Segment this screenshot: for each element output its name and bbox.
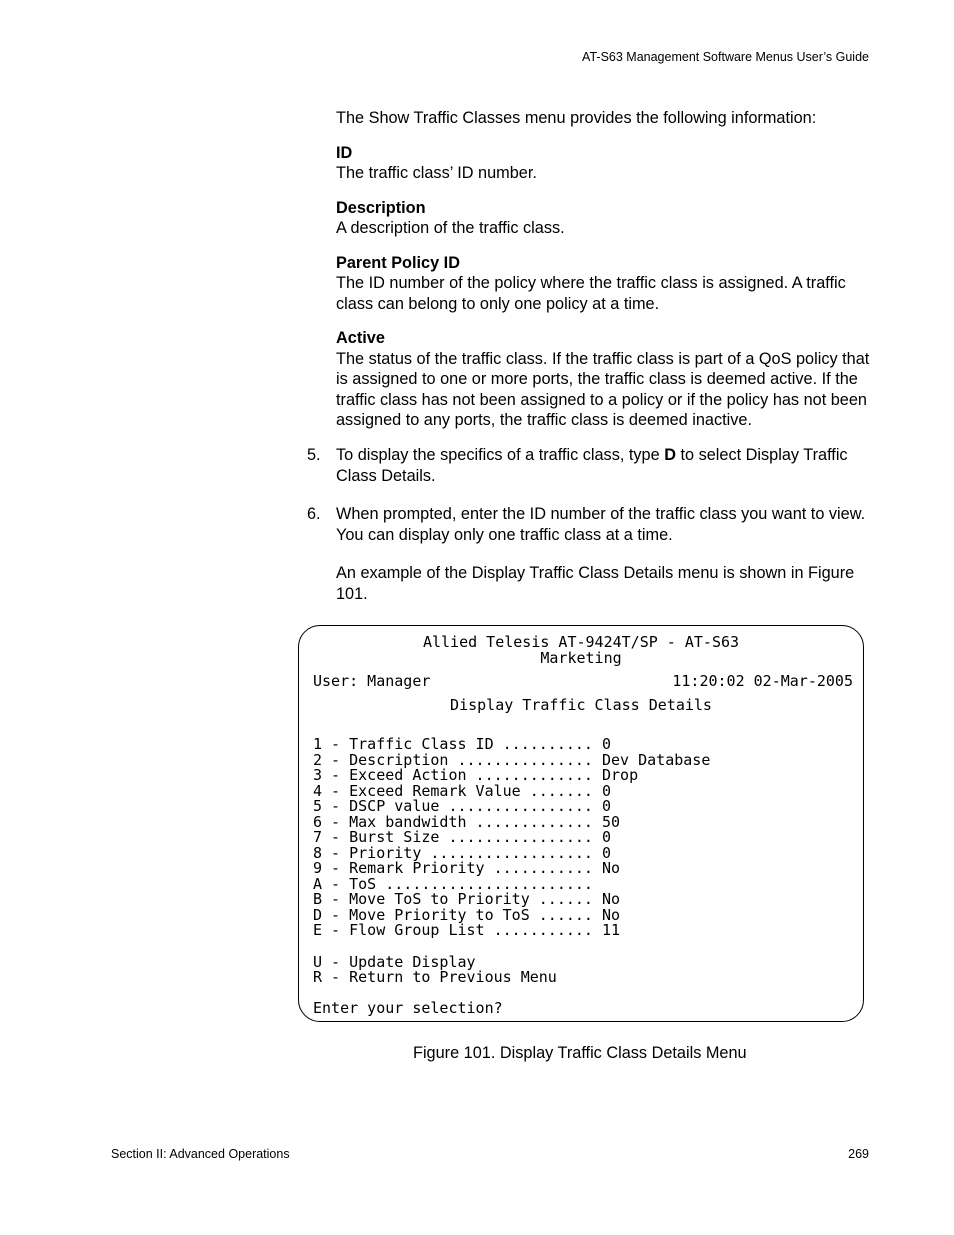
menu-item[interactable]: 5 - DSCP value ................ 0	[313, 797, 612, 815]
term-description	[336, 198, 871, 239]
step-number: 5.	[307, 446, 321, 464]
term-active	[336, 328, 871, 431]
menu-item[interactable]: 3 - Exceed Action ............. Drop	[313, 766, 639, 784]
figure-caption: Figure 101. Display Traffic Class Details Menu	[413, 1044, 747, 1062]
terminal-menu-title: Display Traffic Class Details	[450, 696, 712, 714]
step-key: D	[664, 446, 676, 464]
term-name: Description	[336, 198, 426, 217]
term-name: ID	[336, 143, 353, 162]
step-text: When prompted, enter the ID number of the traffic class you want to view. You can display only one traffic class at a time.	[336, 505, 866, 544]
menu-action-update[interactable]: U - Update Display	[313, 952, 476, 971]
menu-item[interactable]: 6 - Max bandwidth ............. 50	[313, 812, 621, 831]
step-5	[307, 445, 867, 486]
menu-item[interactable]: 7 - Burst Size ................ 0	[313, 828, 612, 846]
term-name: Active	[336, 329, 385, 347]
terminal-screen	[298, 625, 864, 1022]
step-text-post: to select Display Traffic Class Details.	[336, 446, 848, 485]
footer-section: Section II: Advanced Operations	[111, 1147, 290, 1161]
terminal-title: Allied Telesis AT-9424T/SP - AT-S63	[422, 633, 740, 651]
step-number: 6.	[307, 505, 321, 523]
menu-item[interactable]: D - Move Priority to ToS ...... No	[313, 905, 621, 924]
page-number: 269	[848, 1147, 869, 1161]
menu-action-return[interactable]: R - Return to Previous Menu	[313, 968, 557, 986]
menu-item[interactable]: A - ToS .......................	[313, 874, 593, 893]
term-desc: The traffic class’ ID number.	[336, 164, 537, 182]
steps-section	[307, 445, 867, 604]
terminal-subtitle: Marketing	[540, 649, 622, 667]
menu-item[interactable]: B - Move ToS to Priority ...... No	[313, 890, 621, 908]
terminal-prompt[interactable]: Enter your selection?	[313, 999, 503, 1017]
definitions-section	[336, 108, 871, 445]
term-desc: The status of the traffic class. If the traffic class is part of a QoS policy that is assigned to one or more ports, the traffic class is deemed active. If the traffic class has not been assigned to a policy or if the policy has not been assigned to any ports, the traffic class is deemed inactive.	[336, 349, 870, 429]
menu-item[interactable]: 4 - Exceed Remark Value ....... 0	[313, 781, 612, 800]
terminal-datetime: 11:20:02 02-Mar-2005	[672, 672, 853, 690]
menu-item[interactable]: E - Flow Group List ........... 11	[313, 921, 621, 939]
page-header: AT-S63 Management Software Menus User’s Guide	[582, 50, 869, 64]
term-id	[336, 143, 871, 184]
term-desc: The ID number of the policy where the traffic class is assigned. A traffic class can belong to only one policy at a time.	[336, 274, 846, 313]
intro-text: The Show Traffic Classes menu provides the following information:	[336, 109, 817, 127]
menu-item[interactable]: 9 - Remark Priority ........... No	[313, 859, 621, 877]
menu-item[interactable]: 8 - Priority .................. 0	[313, 843, 612, 862]
term-name: Parent Policy ID	[336, 253, 460, 272]
menu-item[interactable]: 2 - Description ............... Dev Database	[313, 750, 711, 769]
terminal-user: User: Manager	[313, 672, 431, 690]
step-text-pre: To display the specifics of a traffic class, type	[336, 446, 665, 464]
term-parent-policy-id	[336, 253, 871, 315]
menu-item[interactable]: 1 - Traffic Class ID .......... 0	[313, 735, 612, 753]
example-text: An example of the Display Traffic Class Details menu is shown in Figure 101.	[336, 564, 855, 603]
step-6	[307, 504, 867, 545]
term-desc: A description of the traffic class.	[336, 219, 565, 237]
